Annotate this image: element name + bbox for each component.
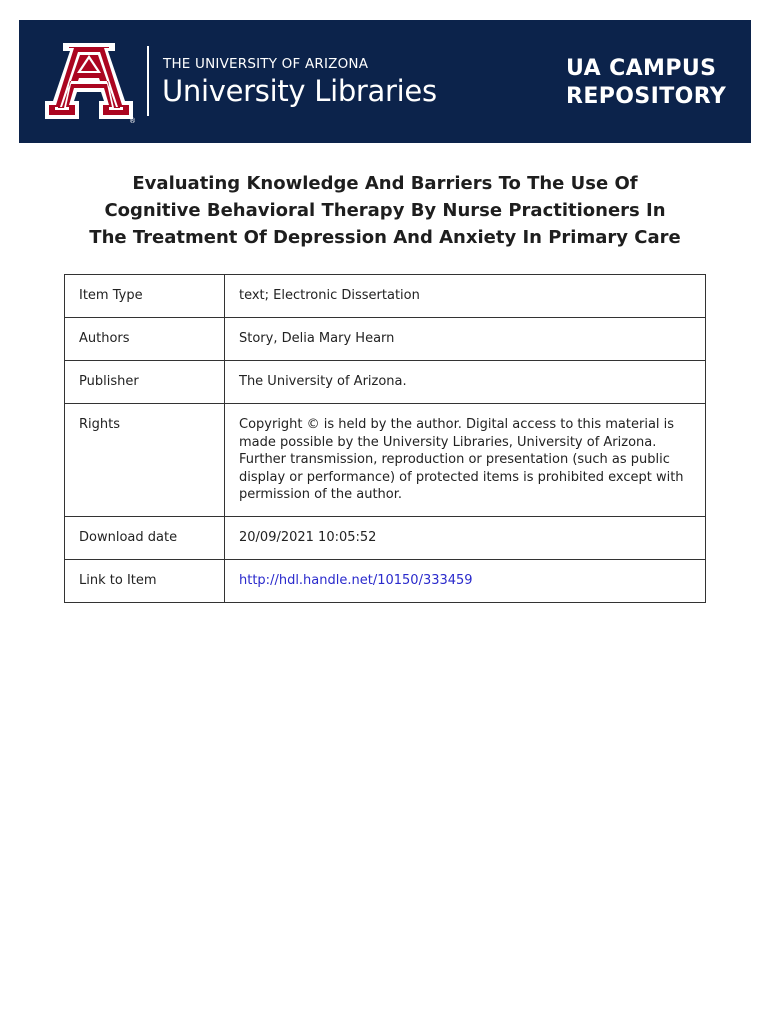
- document-title: [40, 170, 730, 251]
- metadata-table: [64, 274, 706, 603]
- item-type-value: text; Electronic Dissertation: [225, 275, 706, 318]
- title-line-3: The Treatment Of Depression And Anxiety In Primary Care: [89, 227, 681, 248]
- registered-mark: ®: [129, 117, 136, 125]
- repository-name: [566, 55, 726, 111]
- title-line-2: Cognitive Behavioral Therapy By Nurse Practitioners In: [104, 200, 666, 221]
- authors-label: Authors: [65, 318, 225, 361]
- download-date-label: Download date: [65, 516, 225, 559]
- publisher-value: The University of Arizona.: [225, 361, 706, 404]
- library-name: University Libraries: [162, 74, 437, 108]
- header-banner: [19, 20, 751, 143]
- title-line-1: Evaluating Knowledge And Barriers To The Use Of: [132, 173, 638, 194]
- metadata-row-authors: [65, 318, 706, 361]
- repository-line-2: REPOSITORY: [566, 84, 727, 109]
- metadata-row-download-date: [65, 516, 706, 559]
- institution-name: THE UNIVERSITY OF ARIZONA: [163, 56, 369, 72]
- link-label: Link to Item: [65, 559, 225, 602]
- metadata-row-link: [65, 559, 706, 602]
- banner-divider: [147, 46, 149, 116]
- repository-line-1: UA CAMPUS: [566, 56, 717, 81]
- metadata-row-item-type: [65, 275, 706, 318]
- authors-value: Story, Delia Mary Hearn: [225, 318, 706, 361]
- link-cell: [225, 559, 706, 602]
- publisher-label: Publisher: [65, 361, 225, 404]
- metadata-row-rights: [65, 404, 706, 517]
- handle-link[interactable]: http://hdl.handle.net/10150/333459: [239, 572, 473, 588]
- item-type-label: Item Type: [65, 275, 225, 318]
- download-date-value: 20/09/2021 10:05:52: [225, 516, 706, 559]
- university-of-arizona-logo: [43, 43, 135, 123]
- rights-label: Rights: [65, 404, 225, 517]
- metadata-row-publisher: [65, 361, 706, 404]
- rights-value: Copyright © is held by the author. Digital access to this material is made possible by the University Libraries, University of Arizona. Further transmission, reproduction or presentation (such as public display or performance) of protected items is prohibited except with permission of the author.: [225, 404, 706, 517]
